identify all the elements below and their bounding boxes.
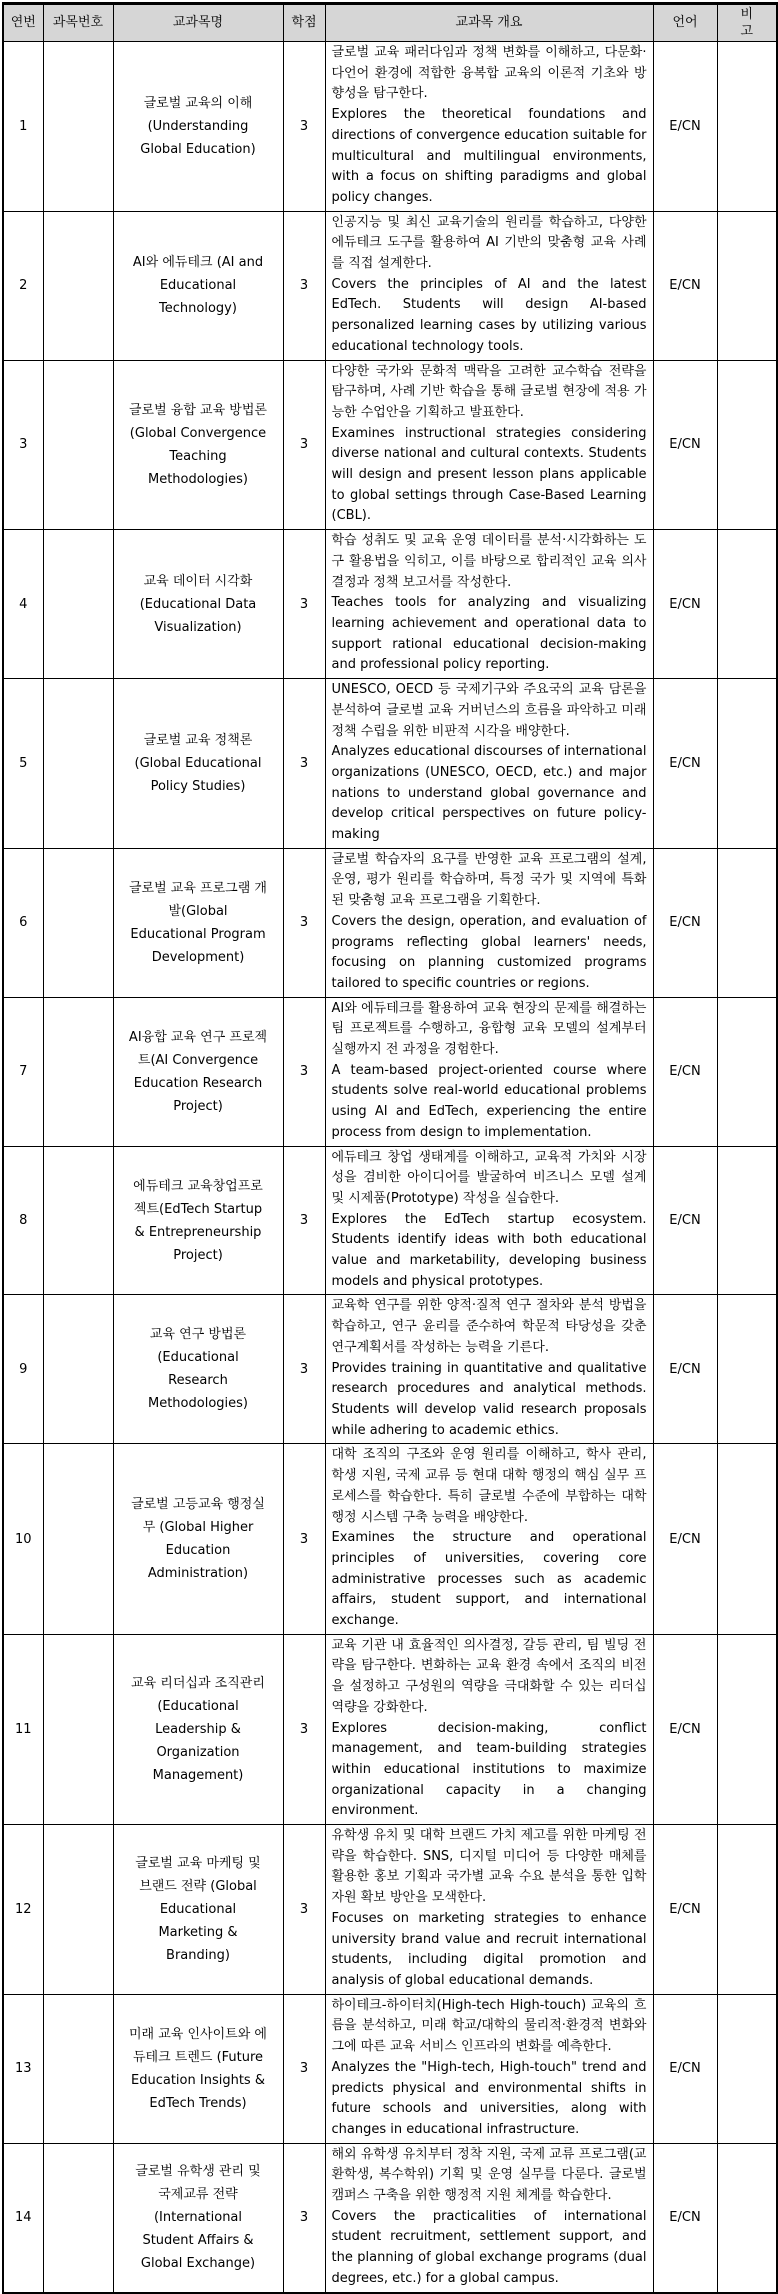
course-name-cell: 글로벌 교육의 이해 (Understanding Global Education) [113,42,283,212]
overview-english-text: Examines the structure and operational principles of universities, covering core administrative processes such as academic affairs, student support, and international exchange. [331,1530,647,1629]
row-number-cell: 9 [3,1295,43,1444]
overview-korean-text: 다양한 국가와 문화적 맥락을 고려한 교수학습 전략을 탐구하며, 사례 기반 학습을 통해 글로벌 현장에 적용 가능한 수업안을 기획하고 발표한다. [331,363,647,420]
language-cell: E/CN [653,679,717,849]
overview-korean-text: 학습 성취도 및 교육 운영 데이터를 분석·시각화하는 도구 활용법을 익히고, 이를 바탕으로 합리적인 교육 의사결정과 정책 보고서를 작성한다. [331,533,647,590]
course-name-cell: 글로벌 고등교육 행정실무 (Global Higher Education Administration) [113,1444,283,1634]
course-code-cell [43,848,113,997]
course-code-cell [43,360,113,530]
row-number-cell: 6 [3,848,43,997]
row-number-cell: 13 [3,1994,43,2143]
row-number-cell: 12 [3,1825,43,1995]
credits-cell: 3 [283,1994,325,2143]
language-cell: E/CN [653,997,717,1146]
overview-korean-text: 대학 조직의 구조와 운영 원리를 이해하고, 학사 관리, 학생 지원, 국제 교류 등 현대 대학 행정의 핵심 실무 프로세스를 학습한다. 특히 글로벌 수준에 부합하는 대학 행정 시스템 구축 능력을 배양한다. [331,1447,647,1525]
overview-english-text: Analyzes the "High-tech, High-touch" trend and predicts physical and environmental shifts in future schools and universities, along with changes in educational infrastructure. [331,2059,647,2137]
header-row [3,4,777,42]
column-header-language: 언어 [653,4,717,42]
course-row [3,2143,777,2292]
course-code-cell [43,1146,113,1295]
language-cell: E/CN [653,42,717,212]
column-header-course-name: 교과목명 [113,4,283,42]
overview-english-text: Explores the EdTech startup ecosystem. Students identify ideas with both educational value and marketability, developing business models and physical prototypes. [331,1211,647,1289]
course-overview-cell [325,1634,653,1824]
course-code-cell [43,1825,113,1995]
column-header-num: 연번 [3,4,43,42]
overview-english-text: Covers the design, operation, and evaluation of programs reflecting global learners' needs, focusing on planning customized programs tailored to specific countries or regions. [331,913,647,991]
course-overview-cell [325,42,653,212]
overview-english-text: Explores the theoretical foundations and directions of convergence education suitable for multicultural and multilingual environments, with a focus on shifting paradigms and global policy changes. [331,107,647,205]
row-number-cell: 2 [3,211,43,360]
course-overview-cell [325,211,653,360]
language-cell: E/CN [653,1994,717,2143]
language-cell: E/CN [653,848,717,997]
course-overview-cell [325,1825,653,1995]
course-overview-cell [325,1295,653,1444]
course-row [3,1295,777,1444]
course-row [3,42,777,212]
overview-korean-text: 글로벌 교육 패러다임과 정책 변화를 이해하고, 다문화·다언어 환경에 적합한 융복합 교육의 이론적 기초와 방향성을 탐구한다. [331,45,647,102]
overview-korean-text: UNESCO, OECD 등 국제기구와 주요국의 교육 담론을 분석하여 글로벌 교육 거버넌스의 흐름을 파악하고 미래 정책 수립을 위한 비판적 시각을 배양한다. [331,682,647,739]
overview-english-text: Explores decision-making, conflict management, and team-building strategies within educational institutions to maximize organizational capacity in a changing environment. [331,1720,647,1819]
credits-cell: 3 [283,848,325,997]
remarks-cell [717,1825,777,1995]
remarks-cell [717,360,777,530]
course-table-body [3,42,777,2293]
language-cell: E/CN [653,360,717,530]
row-number-cell: 11 [3,1634,43,1824]
overview-english-text: Focuses on marketing strategies to enhance university brand value and recruit international students, including digital promotion and analysis of global educational demands. [331,1910,647,1988]
row-number-cell: 14 [3,2143,43,2292]
overview-korean-text: 해외 유학생 유치부터 정착 지원, 국제 교류 프로그램(교환학생, 복수학위) 기획 및 운영 실무를 다룬다. 글로벌 캠퍼스 구축을 위한 행정적 지원 체계를 학습한다. [331,2146,647,2204]
overview-korean-text: 교육학 연구를 위한 양적·질적 연구 절차와 분석 방법을 학습하고, 연구 윤리를 준수하여 학문적 타당성을 갖춘 연구계획서를 작성하는 능력을 기른다. [331,1298,647,1355]
overview-english-text: A team-based project-oriented course where students solve real-world educational problems using AI and EdTech, experiencing the entire process from design to implementation. [331,1062,647,1140]
course-code-cell [43,679,113,849]
credits-cell: 3 [283,1444,325,1634]
course-row [3,997,777,1146]
course-name-cell: 글로벌 융합 교육 방법론(Global Convergence Teaching Methodologies) [113,360,283,530]
course-name-cell: AI와 에듀테크 (AI and Educational Technology) [113,211,283,360]
course-name-cell: 글로벌 교육 정책론(Global Educational Policy Studies) [113,679,283,849]
overview-korean-text: 교육 기관 내 효율적인 의사결정, 갈등 관리, 팀 빌딩 전략을 탐구한다. 변화하는 교육 환경 속에서 조직의 비전을 설정하고 구성원의 역량을 극대화할 수 있는 리더십 역량을 강화한다. [331,1637,647,1715]
course-name-cell: 미래 교육 인사이트와 에듀테크 트렌드 (Future Education Insights & EdTech Trends) [113,1994,283,2143]
course-name-cell: 에듀테크 교육창업프로젝트(EdTech Startup & Entrepreneurship Project) [113,1146,283,1295]
course-code-cell [43,2143,113,2292]
course-name-cell: AI융합 교육 연구 프로젝트(AI Convergence Education Research Project) [113,997,283,1146]
credits-cell: 3 [283,1295,325,1444]
remarks-cell [717,1444,777,1634]
remarks-cell [717,1994,777,2143]
overview-korean-text: AI와 에듀테크를 활용하여 교육 현장의 문제를 해결하는 팀 프로젝트를 수행하고, 융합형 교육 모델의 설계부터 실행까지 전 과정을 경험한다. [331,1000,647,1058]
remarks-cell [717,1146,777,1295]
row-number-cell: 7 [3,997,43,1146]
remarks-cell [717,848,777,997]
column-header-overview: 교과목 개요 [325,4,653,42]
overview-korean-text: 하이테크-하이터치(High-tech High-touch) 교육의 흐름을 분석하고, 미래 학교/대학의 물리적·환경적 변화와 그에 따른 교육 서비스 인프라의 변화를 예측한다. [331,1997,647,2055]
course-overview-cell [325,848,653,997]
credits-cell: 3 [283,2143,325,2292]
course-row [3,1994,777,2143]
course-row [3,1444,777,1634]
overview-korean-text: 유학생 유치 및 대학 브랜드 가치 제고를 위한 마케팅 전략을 학습한다. SNS, 디지털 미디어 등 다양한 매체를 활용한 홍보 기획과 국가별 교육 수요 분석을 통한 입학 자원 확보 방안을 모색한다. [331,1828,647,1906]
course-name-cell: 교육 데이터 시각화(Educational Data Visualization) [113,530,283,679]
language-cell: E/CN [653,2143,717,2292]
overview-english-text: Provides training in quantitative and qualitative research procedures and analytical methods. Students will develop valid research proposals while adhering to academic ethics. [331,1360,647,1438]
row-number-cell: 1 [3,42,43,212]
course-row [3,360,777,530]
course-overview-cell [325,1146,653,1295]
course-code-cell [43,1634,113,1824]
remarks-cell [717,2143,777,2292]
overview-english-text: Teaches tools for analyzing and visualizing learning achievement and operational data to support rational educational decision-making and professional policy reporting. [331,595,647,673]
course-name-cell: 글로벌 교육 프로그램 개발(Global Educational Program Development) [113,848,283,997]
course-overview-cell [325,1444,653,1634]
credits-cell: 3 [283,530,325,679]
course-row [3,211,777,360]
course-row [3,679,777,849]
course-code-cell [43,530,113,679]
overview-korean-text: 인공지능 및 최신 교육기술의 원리를 학습하고, 다양한 에듀테크 도구를 활용하여 AI 기반의 맞춤형 교육 사례를 직접 설계한다. [331,214,647,272]
course-code-cell [43,211,113,360]
course-code-cell [43,1444,113,1634]
row-number-cell: 5 [3,679,43,849]
overview-english-text: Covers the practicalities of international student recruitment, settlement support, and the planning of global exchange programs (dual degrees, etc.) for a global campus. [331,2208,647,2286]
course-row [3,1634,777,1824]
course-overview-cell [325,679,653,849]
course-overview-cell [325,2143,653,2292]
credits-cell: 3 [283,1146,325,1295]
credits-cell: 3 [283,360,325,530]
credits-cell: 3 [283,211,325,360]
remarks-cell [717,679,777,849]
column-header-remarks-label: 비고 [740,7,754,39]
remarks-cell [717,211,777,360]
language-cell: E/CN [653,1634,717,1824]
credits-cell: 3 [283,1825,325,1995]
remarks-cell [717,530,777,679]
overview-english-text: Covers the principles of AI and the latest EdTech. Students will design AI-based personalized learning cases by utilizing various educational technology tools. [331,276,647,354]
column-header-course-code: 과목번호 [43,4,113,42]
credits-cell: 3 [283,42,325,212]
language-cell: E/CN [653,1146,717,1295]
credits-cell: 3 [283,997,325,1146]
column-header-remarks [717,4,777,42]
row-number-cell: 8 [3,1146,43,1295]
course-row [3,848,777,997]
language-cell: E/CN [653,211,717,360]
remarks-cell [717,997,777,1146]
language-cell: E/CN [653,1825,717,1995]
course-code-cell [43,42,113,212]
course-code-cell [43,997,113,1146]
row-number-cell: 10 [3,1444,43,1634]
course-code-cell [43,1994,113,2143]
overview-korean-text: 에듀테크 창업 생태계를 이해하고, 교육적 가치와 시장성을 겸비한 아이디어를 발굴하여 비즈니스 모델 설계 및 시제품(Prototype) 작성을 실습한다. [331,1149,647,1206]
column-header-credits: 학점 [283,4,325,42]
row-number-cell: 4 [3,530,43,679]
course-code-cell [43,1295,113,1444]
credits-cell: 3 [283,679,325,849]
course-row [3,1146,777,1295]
course-overview-cell [325,360,653,530]
language-cell: E/CN [653,1444,717,1634]
course-overview-cell [325,997,653,1146]
remarks-cell [717,1295,777,1444]
course-row [3,530,777,679]
course-row [3,1825,777,1995]
course-name-cell: 글로벌 유학생 관리 및 국제교류 전략 (International Student Affairs & Global Exchange) [113,2143,283,2292]
row-number-cell: 3 [3,360,43,530]
remarks-cell [717,42,777,212]
course-name-cell: 글로벌 교육 마케팅 및 브랜드 전략 (Global Educational Marketing & Branding) [113,1825,283,1995]
language-cell: E/CN [653,1295,717,1444]
course-overview-cell [325,530,653,679]
course-overview-cell [325,1994,653,2143]
course-table [2,2,778,2294]
overview-korean-text: 글로벌 학습자의 요구를 반영한 교육 프로그램의 설계, 운영, 평가 원리를 학습하며, 특정 국가 및 지역에 특화된 맞춤형 교육 프로그램을 기획한다. [331,851,647,909]
course-name-cell: 교육 리더십과 조직관리 (Educational Leadership & Organization Management) [113,1634,283,1824]
overview-english-text: Analyzes educational discourses of international organizations (UNESCO, OECD, etc.) and major nations to understand global governance and develop critical perspectives on future policy-making [331,744,647,843]
credits-cell: 3 [283,1634,325,1824]
language-cell: E/CN [653,530,717,679]
course-name-cell: 교육 연구 방법론(Educational Research Methodologies) [113,1295,283,1444]
remarks-cell [717,1634,777,1824]
overview-english-text: Examines instructional strategies considering diverse national and cultural contexts. Students will design and present lesson plans applicable to global settings through Case-Based Learning (CBL). [331,425,647,524]
